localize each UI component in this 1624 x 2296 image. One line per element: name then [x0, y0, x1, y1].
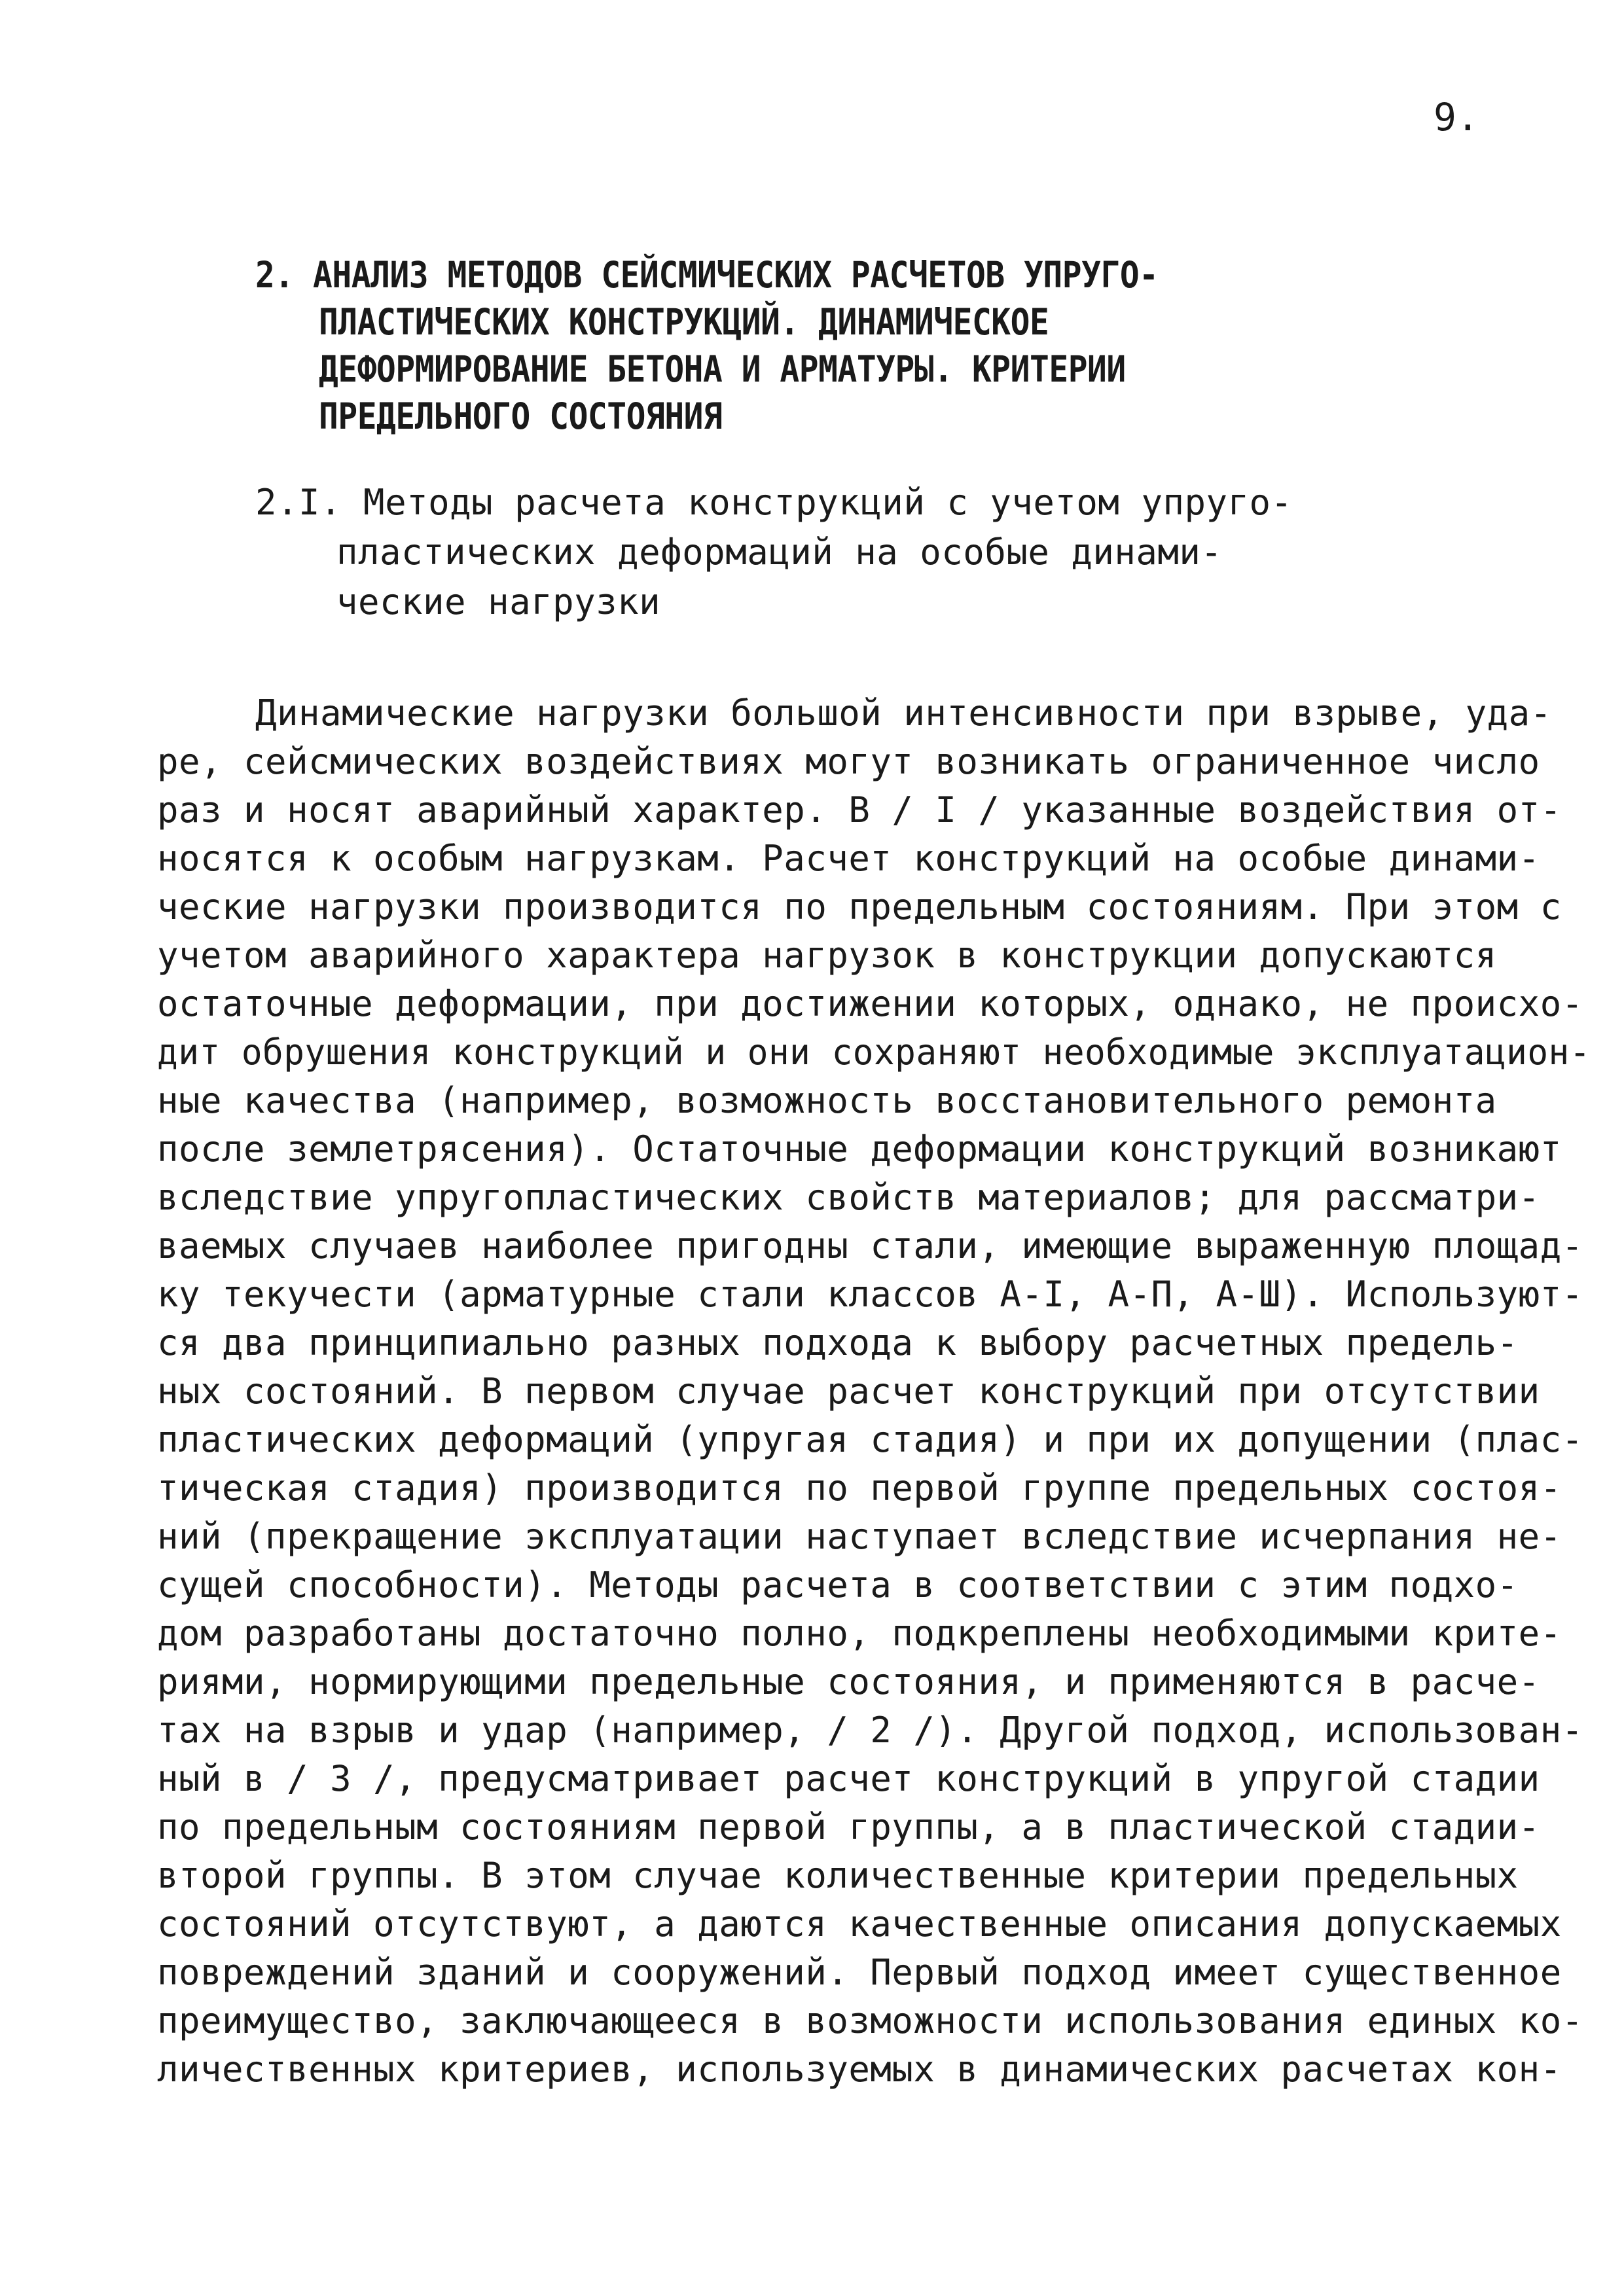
body-line: дом разработаны достаточно полно, подкреплены необходимыми крите-: [157, 1613, 1562, 1654]
body-line: по предельным состояниям первой группы, а в пластической стадии-: [157, 1806, 1540, 1848]
subsection-title-line: ческие нагрузки: [336, 581, 661, 622]
section-title-line: ПЛАСТИЧЕСКИХ КОНСТРУКЦИЙ. ДИНАМИЧЕСКОЕ: [319, 301, 1049, 343]
body-line: ные качества (например, возможность восстановительного ремонта: [157, 1080, 1497, 1121]
body-line: тах на взрыв и удар (например, / 2 /). Другой подход, использован-: [157, 1710, 1583, 1751]
section-title-line: 2. АНАЛИЗ МЕТОДОВ СЕЙСМИЧЕСКИХ РАСЧЕТОВ УПРУГО-: [255, 254, 1159, 296]
body-line: ных состояний. В первом случае расчет конструкций при отсутствии: [157, 1371, 1540, 1412]
body-line: личественных критериев, используемых в динамических расчетах кон-: [157, 2049, 1562, 2090]
body-line: ку текучести (арматурные стали классов А-I, А-П, А-Ш). Используют-: [157, 1274, 1583, 1315]
body-line: тическая стадия) производится по первой группе предельных состоя-: [157, 1467, 1562, 1509]
body-line: после землетрясения). Остаточные деформации конструкций возникают: [157, 1128, 1562, 1170]
body-line: ре, сейсмических воздействиях могут возникать ограниченное число: [157, 741, 1540, 782]
body-line: ный в / 3 /, предусматривает расчет конструкций в упругой стадии: [157, 1758, 1540, 1799]
body-line: раз и носят аварийный характер. В / I / указанные воздействия от-: [157, 789, 1562, 831]
body-line: ся два принципиально разных подхода к выбору расчетных предель-: [157, 1322, 1519, 1363]
body-line: ваемых случаев наиболее пригодны стали, имеющие выраженную площад-: [157, 1225, 1583, 1266]
section-title-line: ПРЕДЕЛЬНОГО СОСТОЯНИЯ: [319, 395, 723, 437]
subsection-title-line: пластических деформаций на особые динами-: [336, 531, 1223, 573]
body-line: второй группы. В этом случае количественные критерии предельных: [157, 1855, 1519, 1896]
body-line: ческие нагрузки производится по предельным состояниям. При этом с: [157, 886, 1562, 927]
body-line: состояний отсутствуют, а даются качественные описания допускаемых: [157, 1903, 1562, 1945]
body-line: повреждений зданий и сооружений. Первый подход имеет существенное: [157, 1952, 1562, 1993]
body-line: пластических деформаций (упругая стадия) и при их допущении (плас-: [157, 1419, 1583, 1460]
body-line: сущей способности). Методы расчета в соответствии с этим подхо-: [157, 1564, 1519, 1605]
body-line: преимущество, заключающееся в возможности использования единых ко-: [157, 2000, 1583, 2041]
body-line: дит обрушения конструкций и они сохраняют необходимые эксплуатацион-: [157, 1031, 1591, 1073]
body-line: ний (прекращение эксплуатации наступает вследствие исчерпания не-: [157, 1516, 1562, 1557]
section-title-line: ДЕФОРМИРОВАНИЕ БЕТОНА И АРМАТУРЫ. КРИТЕРИИ: [319, 348, 1126, 390]
page-number: 9.: [1434, 95, 1479, 139]
body-line: учетом аварийного характера нагрузок в конструкции допускаются: [157, 935, 1497, 976]
body-line: Динамические нагрузки большой интенсивности при взрыве, уда-: [255, 692, 1552, 734]
body-line: носятся к особым нагрузкам. Расчет конструкций на особые динами-: [157, 838, 1540, 879]
subsection-title-line: 2.I. Методы расчета конструкций с учетом упруго-: [255, 482, 1293, 523]
body-line: остаточные деформации, при достижении которых, однако, не происхо-: [157, 983, 1583, 1024]
body-line: риями, нормирующими предельные состояния, и применяются в расче-: [157, 1661, 1540, 1702]
body-line: вследствие упругопластических свойств материалов; для рассматри-: [157, 1177, 1540, 1218]
